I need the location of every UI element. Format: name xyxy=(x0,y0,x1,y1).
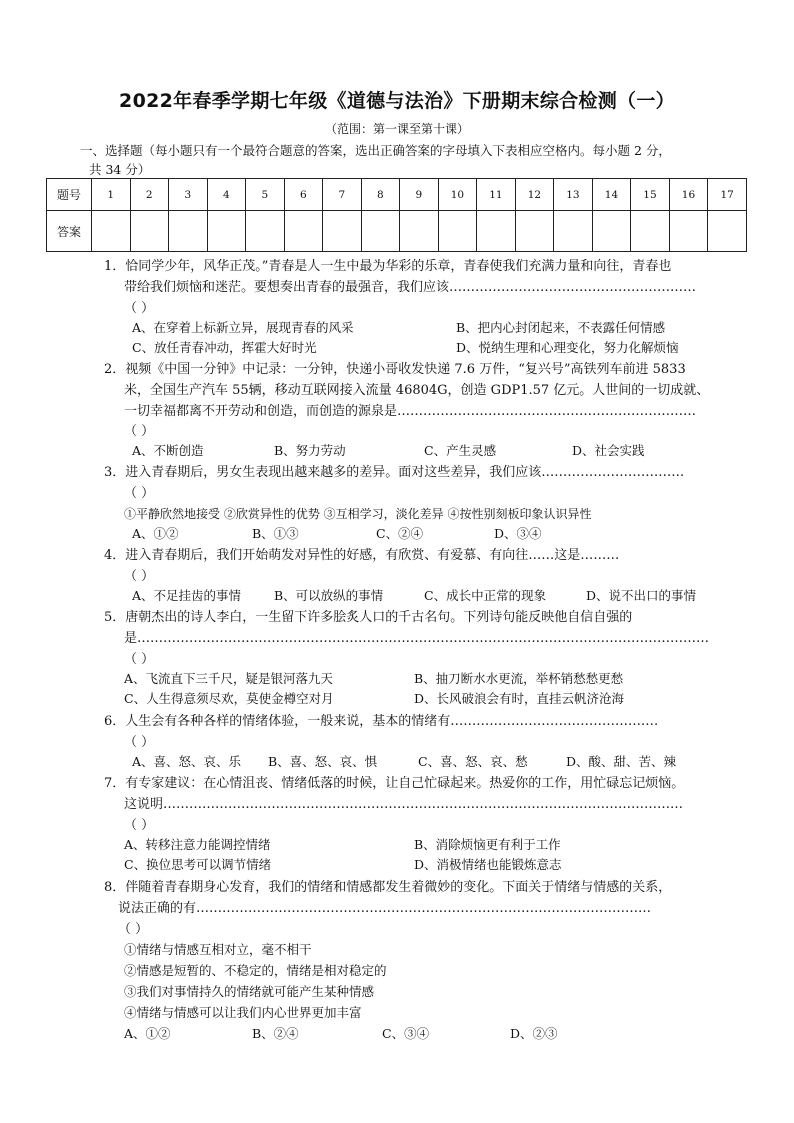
question-6-option-b: B、喜、怒、哀、惧 xyxy=(268,754,378,769)
question-number-cell: 14 xyxy=(592,179,631,211)
question-2-text-cont: 米，全国生产汽车 55辆，移动互联网接入流量 46804G，创造 GDP1.57 亿元。人世间的一切成就、 xyxy=(124,383,710,398)
question-number-cell: 7 xyxy=(323,179,362,211)
question-number-cell: 11 xyxy=(477,179,516,211)
answer-cell[interactable] xyxy=(631,211,670,252)
question-7-option-c: C、换位思考可以调节情绪 xyxy=(124,857,272,872)
question-8-answer-blank[interactable]: （ ） xyxy=(118,922,149,937)
question-2-option-c: C、产生灵感 xyxy=(424,443,497,458)
question-3-option-a: A、①② xyxy=(132,526,179,541)
question-number-cell: 13 xyxy=(554,179,593,211)
question-3-option-b: B、①③ xyxy=(252,526,299,541)
question-8-option-d: D、②③ xyxy=(510,1026,558,1041)
question-number-cell: 16 xyxy=(669,179,708,211)
question-number-cell: 17 xyxy=(708,179,747,211)
question-number-cell: 15 xyxy=(631,179,670,211)
question-number-cell: 4 xyxy=(207,179,246,211)
question-number-cell: 1 xyxy=(92,179,131,211)
answer-cell[interactable] xyxy=(554,211,593,252)
question-4-option-a: A、不足挂齿的事情 xyxy=(132,588,242,603)
question-6-option-c: C、喜、怒、哀、愁 xyxy=(418,754,528,769)
question-7-answer-blank[interactable]: （ ） xyxy=(124,818,155,833)
answer-cell[interactable] xyxy=(323,211,362,252)
question-4-option-b: B、可以放纵的事情 xyxy=(274,588,384,603)
answer-cell[interactable] xyxy=(92,211,131,252)
question-2-answer-blank[interactable]: （ ） xyxy=(124,424,155,439)
question-1-option-b: B、把内心封闭起来，不表露任何情感 xyxy=(456,320,666,335)
question-5-text: 5．唐朝杰出的诗人李白，一生留下许多脍炙人口的千古名句。下列诗句能反映他自信自强的 xyxy=(104,610,633,625)
question-5-option-b: B、抽刀断水水更流，举杯销愁愁更愁 xyxy=(414,671,624,686)
question-3-option-c: C、②④ xyxy=(376,526,424,541)
question-number-cell: 12 xyxy=(515,179,554,211)
question-number-cell: 3 xyxy=(169,179,208,211)
question-4-answer-blank[interactable]: （ ） xyxy=(124,569,155,584)
answer-cell[interactable] xyxy=(592,211,631,252)
answer-cell[interactable] xyxy=(708,211,747,252)
question-5-option-a: A、飞流直下三千尺，疑是银河落九天 xyxy=(124,671,334,686)
question-8-statement-1: ①情绪与情感互相对立，毫不相干 xyxy=(124,942,312,957)
question-3-answer-blank[interactable]: （ ） xyxy=(124,486,155,501)
answer-table-number-row xyxy=(47,179,747,211)
question-7-option-d: D、消极情绪也能锻炼意志 xyxy=(414,857,562,872)
question-6-text: 6．人生会有各种各样的情绪体验，一般来说，基本的情绪有………………………………………… xyxy=(104,714,659,729)
section-instruction: 一、选择题（每小题只有一个最符合题意的答案，选出正确答案的字母填入下表相应空格内。每小题 2 分， xyxy=(80,143,671,158)
question-6-option-a: A、喜、怒、哀、乐 xyxy=(132,754,242,769)
question-8-text-cont: 说法正确的有…………………………………………………………………………………………… xyxy=(118,901,652,916)
question-number-cell: 5 xyxy=(246,179,285,211)
question-3-text: 3．进入青春期后，男女生表现出越来越多的差异。面对这些差异，我们应该…………………………… xyxy=(104,465,685,480)
question-number-cell: 8 xyxy=(361,179,400,211)
question-number-cell: 9 xyxy=(400,179,439,211)
question-2-text: 2．视频《中国一分钟》中记录：一分钟，快递小哥收发快递 7.6 万件，“复兴号”高铁列车前进 5833 xyxy=(104,362,686,377)
answer-cell[interactable] xyxy=(515,211,554,252)
answer-cell[interactable] xyxy=(438,211,477,252)
question-5-answer-blank[interactable]: （ ） xyxy=(124,652,155,667)
question-5-option-d: D、长风破浪会有时，直挂云帆济沧海 xyxy=(414,691,625,706)
question-5-option-c: C、人生得意须尽欢，莫使金樽空对月 xyxy=(124,691,334,706)
answer-cell[interactable] xyxy=(361,211,400,252)
question-1-option-a: A、在穿着上标新立异，展现青春的风采 xyxy=(132,320,354,335)
question-1-text: 1．恰同学少年，风华正茂。”青春是人一生中最为华彩的乐章，青春使我们充满力量和向往，青春也 xyxy=(104,259,672,274)
question-2-option-d: D、社会实践 xyxy=(572,443,645,458)
question-3-statements: ①平静欣然地接受 ②欣赏异性的优势 ③互相学习，淡化差异 ④按性别刻板印象认识异性 xyxy=(124,507,592,521)
question-8-statement-4: ④情绪与情感可以让我们内心世界更加丰富 xyxy=(124,1005,362,1020)
question-8-text: 8．伴随着青春期身心发育，我们的情绪和情感都发生着微妙的变化。下面关于情绪与情感的关系， xyxy=(104,880,672,895)
question-7-option-b: B、消除烦恼更有利于工作 xyxy=(414,837,561,852)
question-8-option-a: A、①② xyxy=(124,1026,171,1041)
page-title: 2022年春季学期七年级《道德与法治》下册期末综合检测（一） xyxy=(119,90,675,112)
question-4-option-d: D、说不出口的事情 xyxy=(586,588,697,603)
answer-cell[interactable] xyxy=(246,211,285,252)
question-8-option-b: B、②④ xyxy=(252,1026,299,1041)
question-2-text-cont2: 一切幸福都离不开劳动和创造，而创造的源泉是…………………………………………………………… xyxy=(124,404,697,419)
question-7-option-a: A、转移注意力能调控情绪 xyxy=(124,837,271,852)
answer-table-answer-row xyxy=(47,211,747,252)
question-5-text-cont: 是…………………………………………………………………………………………………………………… xyxy=(124,631,709,646)
question-6-option-d: D、酸、甜、苦、辣 xyxy=(566,754,677,769)
answer-row-label: 答案 xyxy=(47,211,92,252)
page-subtitle: （范围：第一课至第十课） xyxy=(324,122,469,136)
question-4-text: 4．进入青春期后，我们开始萌发对异性的好感，有欣赏、有爱慕、有向往……这是……… xyxy=(104,548,620,563)
question-8-option-c: C、③④ xyxy=(382,1026,430,1041)
question-1-text-cont: 带给我们烦恼和迷茫。要想奏出青春的最强音，我们应该………………………………………………… xyxy=(124,280,697,295)
answer-table xyxy=(46,178,747,252)
answer-cell[interactable] xyxy=(169,211,208,252)
question-1-option-c: C、放任青春冲动，挥霍大好时光 xyxy=(132,340,317,355)
question-8-statement-3: ③我们对事情持久的情绪就可能产生某种情感 xyxy=(124,984,375,999)
question-7-text: 7．有专家建议：在心情沮丧、情绪低落的时候，让自己忙碌起来。热爱你的工作，用忙碌忘记烦恼。 xyxy=(104,776,685,791)
answer-cell[interactable] xyxy=(669,211,708,252)
section-instruction-cont: 共 34 分） xyxy=(89,162,151,177)
question-4-option-c: C、成长中正常的现象 xyxy=(424,588,547,603)
question-number-cell: 2 xyxy=(130,179,169,211)
answer-cell[interactable] xyxy=(207,211,246,252)
question-3-option-d: D、③④ xyxy=(494,526,542,541)
question-7-text-cont: 这说明………………………………………………………………………………………………………… xyxy=(124,797,684,812)
answer-cell[interactable] xyxy=(400,211,439,252)
number-row-label: 题号 xyxy=(47,179,92,211)
answer-cell[interactable] xyxy=(130,211,169,252)
answer-cell[interactable] xyxy=(477,211,516,252)
question-2-option-a: A、不断创造 xyxy=(132,443,204,458)
question-6-answer-blank[interactable]: （ ） xyxy=(124,735,155,750)
question-8-statement-2: ②情感是短暂的、不稳定的，情绪是相对稳定的 xyxy=(124,963,387,978)
answer-cell[interactable] xyxy=(284,211,323,252)
question-2-option-b: B、努力劳动 xyxy=(274,443,346,458)
question-1-option-d: D、悦纳生理和心理变化，努力化解烦恼 xyxy=(456,340,679,355)
question-number-cell: 10 xyxy=(438,179,477,211)
question-1-answer-blank[interactable]: （ ） xyxy=(124,301,155,316)
question-number-cell: 6 xyxy=(284,179,323,211)
